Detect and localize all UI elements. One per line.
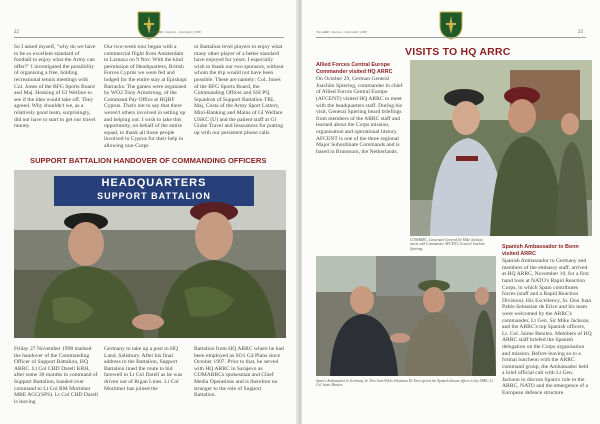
visits-title: VISITS TO HQ ARRC	[405, 46, 511, 58]
header-divider	[14, 37, 284, 38]
visit1-photo-caption: COMARRC, Lieutenant General Sir Mike Jackson, meets with Commander AFCENT, General Joachim Spiering.	[410, 238, 485, 251]
running-header: The ARRC Journal – December 1998	[150, 30, 201, 34]
intro-column-1: So I asked myself, "why do we have to be so excellent standard of football to enjoy what the Army can offer?" I investigated the possibility of organising a free, holding recreational tennis meetings with Col. Jones of the BFG Sports Board and Maj. Hosking of Gl Welfare to see if the idea would take off. They agreed. Why shouldn't we, as a relatively good team, surprisingly, did not have to start to get our travel money.	[14, 44, 96, 130]
header-divider	[316, 37, 586, 38]
left-page	[0, 0, 298, 424]
visit2-photo-caption: Spain's Ambassador to Germany, Sr. Don Juan Pablo Sebastian De Erice greets the Spanish liaison officer to the ARRC, Lt Col Jaime Benitez.	[316, 379, 494, 388]
visit1-subhead: Allied Forces Central Europe Commander visited HQ ARRC	[316, 62, 393, 75]
page-number: 22	[14, 30, 19, 35]
sign-support-battalion: SUPPORT BATTALION	[97, 191, 211, 201]
intro-column-2: Our two-week tour began with a commercial flight from Amsterdam to Larnaca on 9 Nov. With the kind permission of Headquarters, British Forces Cyprus we were fed and lodged for the entire stay at Episkopi Barracks. The games were organised by WO2 Tony Armstrong, of the Command Pay Office at HQBF Cyprus. That's not to say that there weren't others involved in setting up and helping out. I wish to take this opportunity, on behalf of the entire squad, to thank all those people involved in Cyprus for their help in allowing non-Corps	[104, 44, 187, 149]
visit2-body: Spanish Ambassador to Germany and members of the embassy staff, arrived at HQ ARRC, November 10, for a first hand look at NATO's Rapid Reaction Corps, in which Spain contributes forces (staff and a Rapid Reaction Division). His Excellency, Sr. Don Juan Pablo Sebastian de Erice and his team were welcomed by the ARRC's commander, Lt Gen. Sir Mike Jackson, and the ARRC's top Spanish officers, Lt. Col. Jaime Benitez. Members of HQ ARRC staff briefed the Spanish delegation on the Corps organisation and mission. Before leaving so to a formal luncheon with the ARRC command group, the Ambassador held a brief official call with Lt Gen. Jackson to discuss Spain's role in the ARRC, NATO and the emergence of a European defence structure.	[502, 258, 592, 397]
handover-column-3: Battalion from HQ ARRC where he had been employed as SO1 G4 Plans since October 1997. Prior to that, he served with HQ ARRC in Sarajevo as COMARRCs spokesman and Chief Media Operations and is therefore no stranger to the role of Support Battalion.	[194, 346, 284, 399]
page-number: 23	[578, 30, 583, 35]
visit1-body: On October 29, German General Joachim Spiering, commander in chief of Allied Forces Central Europe (AFCENT) visited HQ ARRC to meet with the headquarters staff. During his visit, General Spiering heard briefings from members of the ARRC staff and learned about the Corps mission, organisation and operational history. AFCENT is one of the three regional Major Subordinate Commands and is based in Brunssum, the Netherlands.	[316, 76, 403, 155]
running-header: The ARRC Journal – December 1998	[316, 30, 367, 34]
arrc-shield-badge-icon	[438, 10, 464, 40]
handover-column-1: Friday 27 November 1998 marked the handover of the Commanding Officer of Support Battalion, HQ ARRC. Lt Col CHD Darell KRH, after some 30 months in command of Support Battalion, handed over command to Lt Col RM Mortimer MBE AGC(SPS). Lt Col CHD Darell is leaving	[14, 346, 98, 405]
intro-column-3: or Battalion level players to enjoy what many other player of a better standard have enjoyed for years. I especially wish to thank our two sponsors, without whom the trip would not have been possible. These are namely: Col. Jones of the BFG Sports Board, the Commanding Officer and SSI PQ Squadron of Support Battalion TRL Maj. Costa of the Army Sport Lottery, Mini-Banking and Mains of Gl Welfare USKC (U) and the patient staff at Gl Gizke Travel and Insurances for putting up with our persistent phone calls.	[194, 44, 284, 136]
right-page	[302, 0, 600, 424]
section-title-handover: SUPPORT BATTALION HANDOVER OF COMMANDING OFFICERS	[30, 156, 267, 165]
visit1-article	[316, 62, 408, 232]
handover-column-2: Germany to take up a post in HQ Land, Salisbury. After his final address to the Battalion, Support Battalion lined the route to bid farewell to Lt Col Darell as he was driven out of Rigan Lines. Lt Col Mortimer has joined the	[104, 346, 183, 392]
sign-headquarters: HEADQUARTERS	[101, 177, 207, 189]
visit1-photo	[410, 60, 592, 236]
visit2-article	[502, 244, 592, 420]
visit2-subhead: Spanish Ambassador to Bonn visited ARRC	[502, 244, 579, 257]
visit2-photo	[316, 256, 496, 376]
handover-photo	[14, 170, 286, 338]
arrc-shield-badge-icon	[136, 10, 162, 40]
